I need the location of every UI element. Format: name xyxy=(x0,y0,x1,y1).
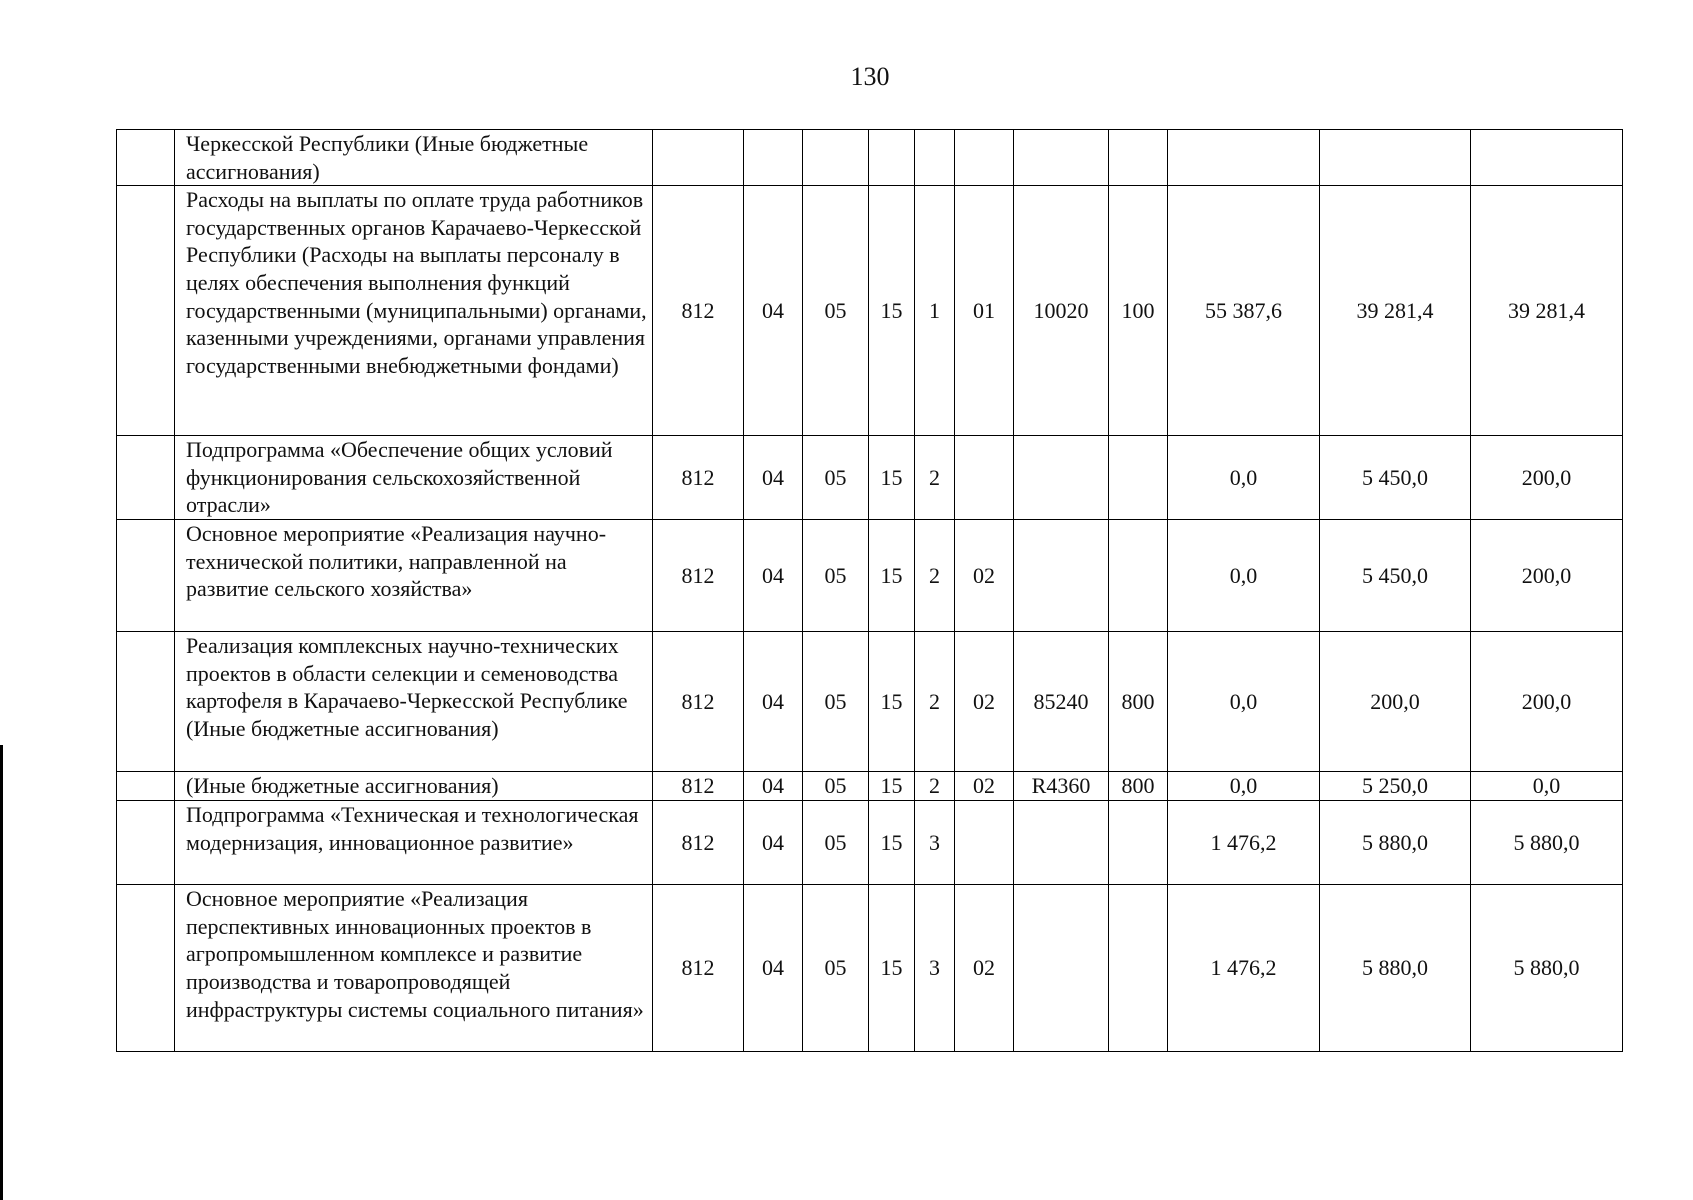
amount-year-3-cell: 39 281,4 xyxy=(1471,186,1623,436)
expense-type-cell: 800 xyxy=(1109,632,1168,772)
index-cell xyxy=(117,772,175,801)
amount-year-1-cell: 1 476,2 xyxy=(1168,801,1320,885)
description-cell: Расходы на выплаты по оплате труда работников государственных органов Карачаево-Черкесской Республики (Расходы на выплаты персоналу в целях обеспечения выполнения функций государственными (муниципальными) органами, казенными учреждениями, органами управления государственными внебюджетными фондами) xyxy=(175,186,653,436)
direction-code-cell: 10020 xyxy=(1014,186,1109,436)
table-row xyxy=(117,801,1623,885)
direction-code-cell: R4360 xyxy=(1014,772,1109,801)
subsection-code-cell: 05 xyxy=(803,801,869,885)
activity-code-cell: 01 xyxy=(955,186,1014,436)
amount-year-1-cell: 0,0 xyxy=(1168,520,1320,632)
program-code-cell: 15 xyxy=(869,772,915,801)
subsection-code-cell: 05 xyxy=(803,885,869,1052)
amount-year-2-cell: 5 450,0 xyxy=(1320,520,1471,632)
table-row xyxy=(117,772,1623,801)
page-edge-line xyxy=(0,745,3,1200)
program-code-cell: 15 xyxy=(869,801,915,885)
amount-year-1-cell: 0,0 xyxy=(1168,436,1320,520)
expense-type-cell xyxy=(1109,436,1168,520)
subsection-code-cell: 05 xyxy=(803,186,869,436)
department-code-cell: 812 xyxy=(653,186,744,436)
index-cell xyxy=(117,520,175,632)
activity-code-cell: 02 xyxy=(955,632,1014,772)
department-code-cell: 812 xyxy=(653,436,744,520)
index-cell xyxy=(117,436,175,520)
direction-code-cell xyxy=(1014,885,1109,1052)
amount-year-3-cell: 200,0 xyxy=(1471,436,1623,520)
expense-type-cell xyxy=(1109,801,1168,885)
department-code-cell xyxy=(653,130,744,186)
expense-type-cell: 800 xyxy=(1109,772,1168,801)
amount-year-3-cell: 5 880,0 xyxy=(1471,885,1623,1052)
subprogram-code-cell: 2 xyxy=(915,436,955,520)
department-code-cell: 812 xyxy=(653,772,744,801)
description-cell: Черкесской Республики (Иные бюджетные ассигнования) xyxy=(175,130,653,186)
amount-year-1-cell: 1 476,2 xyxy=(1168,885,1320,1052)
description-cell: Основное мероприятие «Реализация перспективных инновационных проектов в агропромышленном комплексе и развитие производства и товаропроводящей инфраструктуры системы социального питания» xyxy=(175,885,653,1052)
activity-code-cell: 02 xyxy=(955,772,1014,801)
description-cell: Основное мероприятие «Реализация научно-технической политики, направленной на развитие сельского хозяйства» xyxy=(175,520,653,632)
amount-year-3-cell: 5 880,0 xyxy=(1471,801,1623,885)
program-code-cell: 15 xyxy=(869,186,915,436)
subprogram-code-cell: 1 xyxy=(915,186,955,436)
amount-year-2-cell: 5 880,0 xyxy=(1320,801,1471,885)
table-row xyxy=(117,520,1623,632)
direction-code-cell xyxy=(1014,801,1109,885)
subsection-code-cell: 05 xyxy=(803,632,869,772)
amount-year-3-cell: 200,0 xyxy=(1471,632,1623,772)
expense-type-cell xyxy=(1109,130,1168,186)
activity-code-cell xyxy=(955,801,1014,885)
amount-year-1-cell xyxy=(1168,130,1320,186)
amount-year-3-cell: 200,0 xyxy=(1471,520,1623,632)
expense-type-cell xyxy=(1109,885,1168,1052)
program-code-cell: 15 xyxy=(869,436,915,520)
direction-code-cell: 85240 xyxy=(1014,632,1109,772)
subprogram-code-cell: 2 xyxy=(915,632,955,772)
subprogram-code-cell xyxy=(915,130,955,186)
activity-code-cell xyxy=(955,436,1014,520)
department-code-cell: 812 xyxy=(653,801,744,885)
activity-code-cell: 02 xyxy=(955,885,1014,1052)
table-row xyxy=(117,186,1623,436)
amount-year-2-cell: 5 250,0 xyxy=(1320,772,1471,801)
activity-code-cell: 02 xyxy=(955,520,1014,632)
index-cell xyxy=(117,632,175,772)
amount-year-2-cell: 5 450,0 xyxy=(1320,436,1471,520)
section-code-cell: 04 xyxy=(744,801,803,885)
section-code-cell: 04 xyxy=(744,885,803,1052)
activity-code-cell xyxy=(955,130,1014,186)
subprogram-code-cell: 3 xyxy=(915,885,955,1052)
amount-year-3-cell: 0,0 xyxy=(1471,772,1623,801)
subprogram-code-cell: 2 xyxy=(915,520,955,632)
description-cell: Подпрограмма «Обеспечение общих условий функционирования сельскохозяйственной отрасли» xyxy=(175,436,653,520)
amount-year-1-cell: 0,0 xyxy=(1168,632,1320,772)
section-code-cell xyxy=(744,130,803,186)
amount-year-1-cell: 0,0 xyxy=(1168,772,1320,801)
section-code-cell: 04 xyxy=(744,186,803,436)
amount-year-2-cell xyxy=(1320,130,1471,186)
expense-type-cell xyxy=(1109,520,1168,632)
description-cell: Подпрограмма «Техническая и технологическая модернизация, инновационное развитие» xyxy=(175,801,653,885)
department-code-cell: 812 xyxy=(653,885,744,1052)
amount-year-1-cell: 55 387,6 xyxy=(1168,186,1320,436)
table-row xyxy=(117,632,1623,772)
program-code-cell: 15 xyxy=(869,885,915,1052)
amount-year-2-cell: 200,0 xyxy=(1320,632,1471,772)
direction-code-cell xyxy=(1014,436,1109,520)
program-code-cell: 15 xyxy=(869,632,915,772)
amount-year-2-cell: 5 880,0 xyxy=(1320,885,1471,1052)
section-code-cell: 04 xyxy=(744,520,803,632)
program-code-cell: 15 xyxy=(869,520,915,632)
subprogram-code-cell: 2 xyxy=(915,772,955,801)
page-number: 130 xyxy=(850,62,890,91)
table-row xyxy=(117,130,1623,186)
subprogram-code-cell: 3 xyxy=(915,801,955,885)
index-cell xyxy=(117,801,175,885)
direction-code-cell xyxy=(1014,130,1109,186)
index-cell xyxy=(117,885,175,1052)
amount-year-2-cell: 39 281,4 xyxy=(1320,186,1471,436)
amount-year-3-cell xyxy=(1471,130,1623,186)
budget-table xyxy=(116,129,1623,1052)
table-row xyxy=(117,885,1623,1052)
description-cell: (Иные бюджетные ассигнования) xyxy=(175,772,653,801)
index-cell xyxy=(117,186,175,436)
section-code-cell: 04 xyxy=(744,632,803,772)
program-code-cell xyxy=(869,130,915,186)
section-code-cell: 04 xyxy=(744,772,803,801)
subsection-code-cell: 05 xyxy=(803,520,869,632)
subsection-code-cell: 05 xyxy=(803,772,869,801)
department-code-cell: 812 xyxy=(653,520,744,632)
department-code-cell: 812 xyxy=(653,632,744,772)
section-code-cell: 04 xyxy=(744,436,803,520)
description-cell: Реализация комплексных научно-технических проектов в области селекции и семеноводства картофеля в Карачаево-Черкесской Республике (Иные бюджетные ассигнования) xyxy=(175,632,653,772)
subsection-code-cell: 05 xyxy=(803,436,869,520)
direction-code-cell xyxy=(1014,520,1109,632)
expense-type-cell: 100 xyxy=(1109,186,1168,436)
table-row xyxy=(117,436,1623,520)
index-cell xyxy=(117,130,175,186)
subsection-code-cell xyxy=(803,130,869,186)
